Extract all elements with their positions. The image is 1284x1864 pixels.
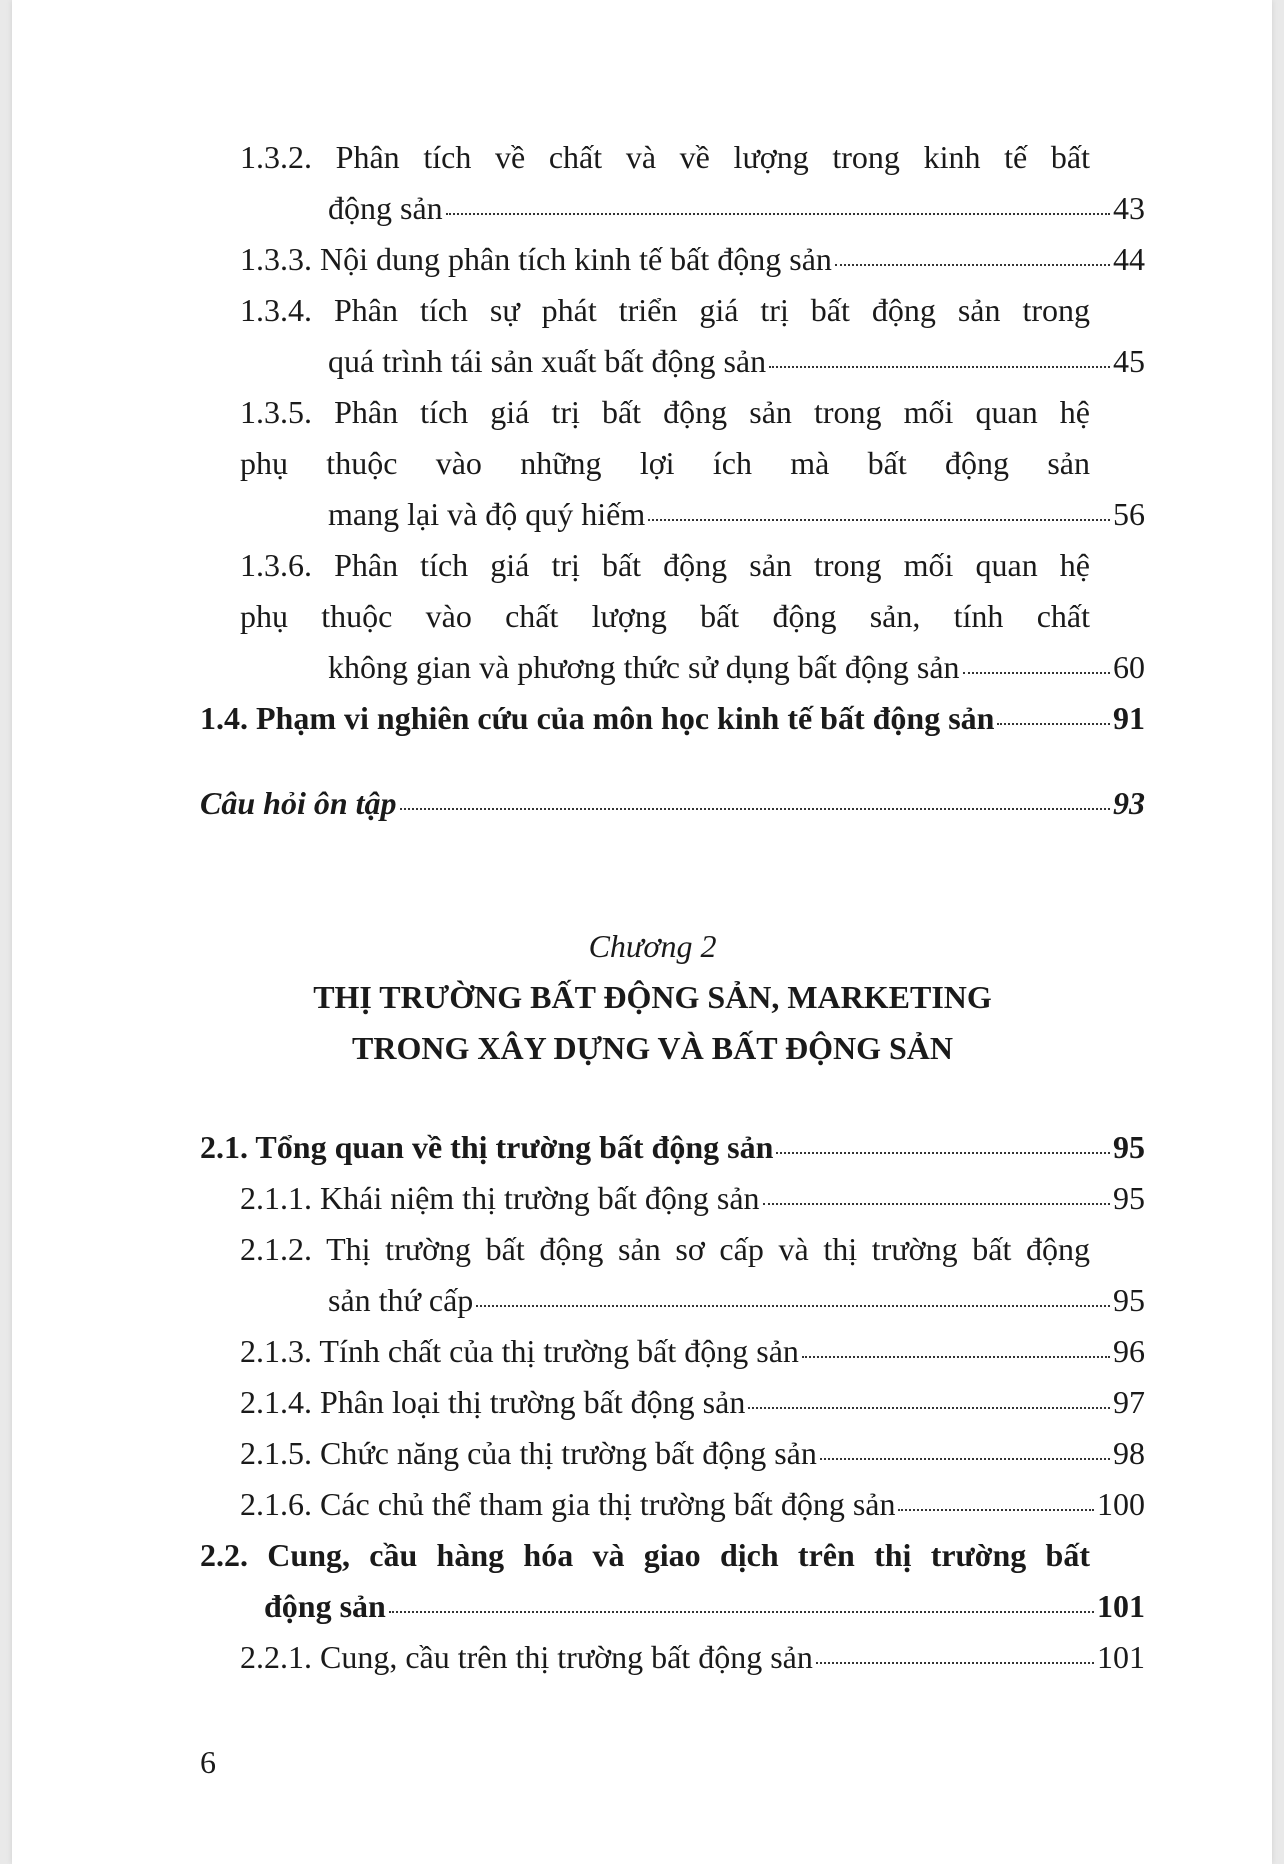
toc-entry-text-line: không gian và phương thức sử dụng bất động sản [328,649,960,685]
toc-entry-text-line: động sản [328,190,443,226]
toc-entry-text-line: mang lại và độ quý hiếm [328,496,646,532]
toc-entry-page: 60 [1113,649,1145,685]
toc-entry-text-line: sản thứ cấp [328,1282,474,1318]
toc-entry[interactable] [200,285,1145,387]
toc-entry-text-line: 2.2.1. Cung, cầu trên thị trường bất động sản [240,1639,813,1675]
toc-entry-page: 97 [1113,1384,1145,1420]
toc-entry-text-line: 2.1.6. Các chủ thể tham gia thị trường bất động sản [240,1486,896,1522]
toc-entry[interactable] [200,234,1145,285]
toc-entry[interactable] [200,1530,1145,1632]
toc-entry-text-line: 1.3.4. Phân tích sự phát triển giá trị bất động sản trong [240,292,1090,328]
toc-entry-text-line: 1.4. Phạm vi nghiên cứu của môn học kinh tế bất động sản [200,700,995,736]
toc-entry-page: 44 [1113,241,1145,277]
toc-entry-text-line: 2.1.3. Tính chất của thị trường bất động sản [240,1333,799,1369]
toc-entry-text-line: phụ thuộc vào chất lượng bất động sản, tính chất [240,598,1090,634]
toc-entry[interactable] [200,132,1145,234]
leader-dots [820,1458,1110,1460]
toc-entry-text-line: động sản [264,1588,386,1624]
leader-dots [476,1305,1110,1307]
toc-section-chapter-1 [200,132,1145,744]
toc-entry-page: 93 [1113,785,1145,821]
leader-dots [898,1509,1094,1511]
toc-entry-text-line: phụ thuộc vào những lợi ích mà bất động sản [240,445,1090,481]
leader-dots [802,1356,1110,1358]
toc-entry[interactable] [200,693,1145,744]
toc-entry-text-line: quá trình tái sản xuất bất động sản [328,343,767,379]
toc-entry[interactable] [200,1224,1145,1326]
leader-dots [446,213,1110,215]
toc-entry-page: 56 [1113,496,1145,532]
leader-dots [389,1611,1094,1613]
toc-entry-page: 45 [1113,343,1145,379]
toc-entry-text: Câu hỏi ôn tập [200,785,397,821]
toc-entry-text-line: 2.2. Cung, cầu hàng hóa và giao dịch trên thị trường bất [200,1537,1090,1573]
toc-entry-page: 101 [1097,1639,1145,1675]
leader-dots [816,1662,1094,1664]
toc-entry-page: 95 [1113,1282,1145,1318]
toc-entry[interactable] [200,1377,1145,1428]
toc-entry[interactable] [200,387,1145,540]
toc-entry[interactable] [200,1632,1145,1683]
chapter-title-line-1: THỊ TRƯỜNG BẤT ĐỘNG SẢN, MARKETING [313,979,992,1015]
leader-dots [769,366,1110,368]
leader-dots [648,519,1110,521]
chapter-title-line-2: TRONG XÂY DỰNG VÀ BẤT ĐỘNG SẢN [352,1030,953,1066]
chapter-heading [160,921,1145,1074]
leader-dots [997,723,1110,725]
toc-entry-text-line: 2.1.4. Phân loại thị trường bất động sản [240,1384,746,1420]
toc-entry-page: 95 [1113,1180,1145,1216]
toc-entry-text-line: 1.3.5. Phân tích giá trị bất động sản trong mối quan hệ [240,394,1090,430]
toc-section-chapter-2 [200,1122,1145,1683]
toc-entry-page: 96 [1113,1333,1145,1369]
leader-dots [748,1407,1110,1409]
toc-entry-text-line: 1.3.3. Nội dung phân tích kinh tế bất động sản [240,241,832,277]
toc-entry-page: 95 [1113,1129,1145,1165]
toc-entry-page: 98 [1113,1435,1145,1471]
toc-entry[interactable] [200,1428,1145,1479]
leader-dots [400,808,1110,810]
leader-dots [963,672,1110,674]
toc-entry-page: 100 [1097,1486,1145,1522]
toc-entry-text-line: 2.1.1. Khái niệm thị trường bất động sản [240,1180,760,1216]
book-page [12,0,1272,1864]
toc-entry[interactable] [200,1479,1145,1530]
toc-entry-text-line: 2.1.5. Chức năng của thị trường bất động sản [240,1435,817,1471]
toc-entry-page: 91 [1113,700,1145,736]
table-of-contents [200,132,1145,1683]
toc-entry[interactable] [200,1326,1145,1377]
toc-entry-text-line: 2.1. Tổng quan về thị trường bất động sản [200,1129,774,1165]
toc-entry-text-line: 1.3.6. Phân tích giá trị bất động sản trong mối quan hệ [240,547,1090,583]
toc-entry-text-line: 1.3.2. Phân tích về chất và về lượng trong kinh tế bất [240,139,1090,175]
toc-entry-review-questions[interactable] [200,778,1145,829]
leader-dots [776,1152,1110,1154]
toc-entry[interactable] [200,1122,1145,1173]
toc-entry-text-line: 2.1.2. Thị trường bất động sản sơ cấp và thị trường bất động [240,1231,1090,1267]
leader-dots [835,264,1110,266]
leader-dots [763,1203,1110,1205]
page-number: 6 [200,1744,216,1780]
toc-entry[interactable] [200,540,1145,693]
chapter-label: Chương 2 [588,928,717,964]
toc-entry-page: 101 [1097,1588,1145,1624]
toc-entry-page: 43 [1113,190,1145,226]
toc-entry[interactable] [200,1173,1145,1224]
